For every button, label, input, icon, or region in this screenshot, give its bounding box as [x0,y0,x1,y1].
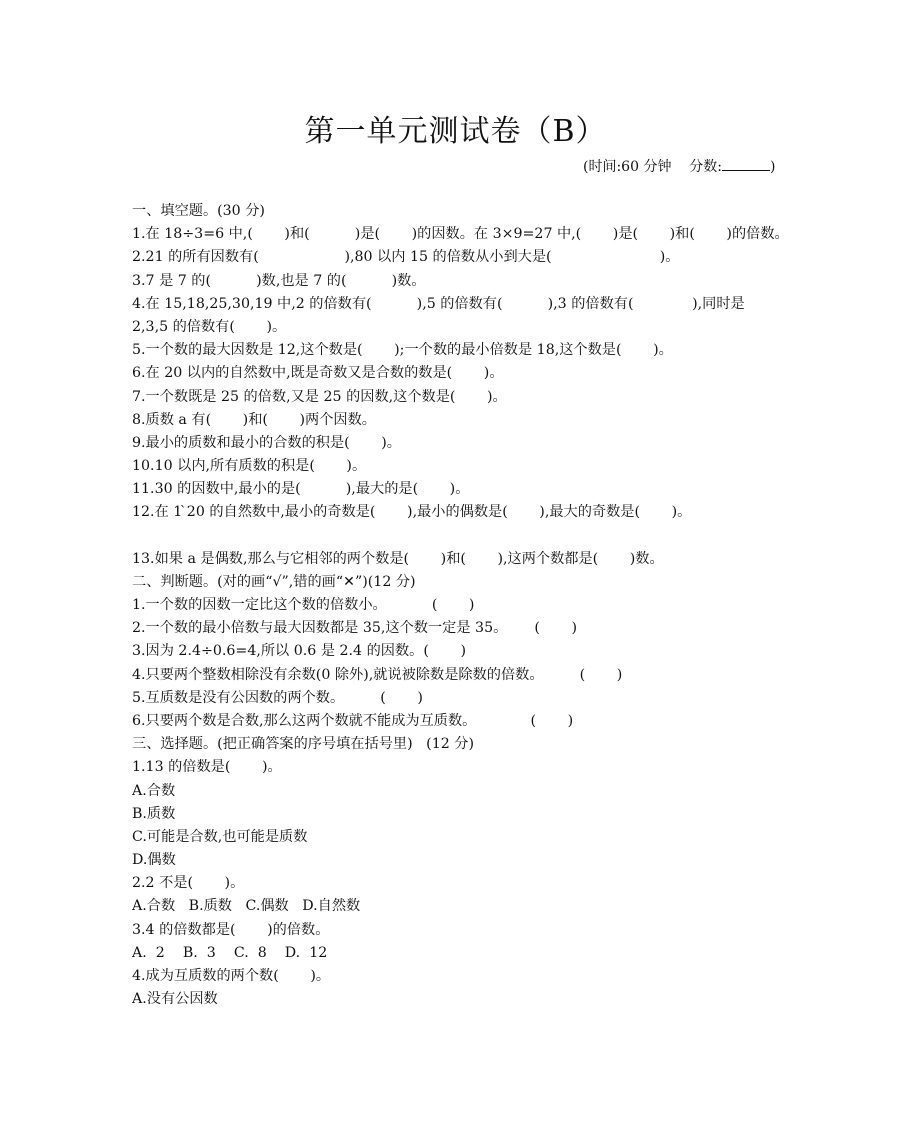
option-line: B.质数 [132,805,176,822]
question-line: 4.在 15,18,25,30,19 中,2 的倍数有( ),5 的倍数有( ),3 的倍数有( ),同时是 [132,295,745,312]
meta-close: ) [769,159,776,175]
question-line: 6.只要两个数是合数,那么这两个数就不能成为互质数。 ( ) [132,712,574,729]
question-line: 7.一个数既是 25 的倍数,又是 25 的因数,这个数是( )。 [132,388,507,405]
question-line: 9.最小的质数和最小的合数的积是( )。 [132,434,401,451]
question-line: 8.质数 a 有( )和( )两个因数。 [132,411,376,428]
question-line: 10.10 以内,所有质数的积是( )。 [132,458,367,475]
question-line: 13.如果 a 是偶数,那么与它相邻的两个数是( )和( ),这两个数都是( )数。 [132,550,664,567]
time-label: (时间:60 分钟 [583,159,672,175]
section-heading-choice: 三、选择题。(把正确答案的序号填在括号里) (12 分) [132,736,474,753]
question-line: 3.因为 2.4÷0.6=4,所以 0.6 是 2.4 的因数。( ) [132,643,466,660]
option-line: D.偶数 [132,852,176,869]
question-line: 2.2 不是( )。 [132,875,245,892]
question-line: 3.4 的倍数都是( )的倍数。 [132,921,330,938]
option-line: A.合数 [132,782,176,799]
blank-gap [132,525,832,548]
option-line: A.合数 B.质数 C.偶数 D.自然数 [132,898,361,915]
question-line: 1.一个数的因数一定比这个数的倍数小。 ( ) [132,597,475,613]
question-line: 6.在 20 以内的自然数中,既是奇数又是合数的数是( )。 [132,365,504,382]
score-blank [722,156,770,171]
exam-content [132,200,832,1011]
score-label: 分数: [689,159,722,175]
option-line: A.没有公因数 [132,991,218,1008]
question-line: 2.21 的所有因数有( ),80 以内 15 的倍数从小到大是( )。 [132,249,680,266]
question-line: 5.一个数的最大因数是 12,这个数是( );一个数的最小倍数是 18,这个数是( )。 [132,342,673,359]
section-heading-true-false: 二、判断题。(对的画“√”,错的画“✕”)(12 分) [132,573,416,590]
question-line: 2.一个数的最小倍数与最大因数都是 35,这个数一定是 35。 ( ) [132,620,577,637]
option-line: A. 2 B. 3 C. 8 D. 12 [132,944,328,961]
exam-meta [583,156,775,177]
question-line: 1.在 18÷3=6 中,( )和( )是( )的因数。在 3×9=27 中,( )是( )和( )的倍数。 [132,226,789,243]
question-line: 12.在 1 ̀20 的自然数中,最小的奇数是( ),最小的偶数是( ),最大的奇数是( )。 [132,504,692,521]
question-line: 4.成为互质数的两个数( )。 [132,968,331,984]
option-line: C.可能是合数,也可能是质数 [132,828,308,845]
question-line: 2,3,5 的倍数有( )。 [132,318,287,335]
question-line: 5.互质数是没有公因数的两个数。 ( ) [132,689,423,706]
question-line: 3.7 是 7 的( )数,也是 7 的( )数。 [132,272,426,289]
section-heading-fill-in: 一、填空题。(30 分) [132,203,265,219]
exam-title: 第一单元测试卷（B） [304,114,607,149]
question-line: 1.13 的倍数是( )。 [132,759,282,776]
question-line: 4.只要两个整数相除没有余数(0 除外),就说被除数是除数的倍数。 ( ) [132,666,623,683]
question-line: 11.30 的因数中,最小的是( ),最大的是( )。 [132,481,470,498]
